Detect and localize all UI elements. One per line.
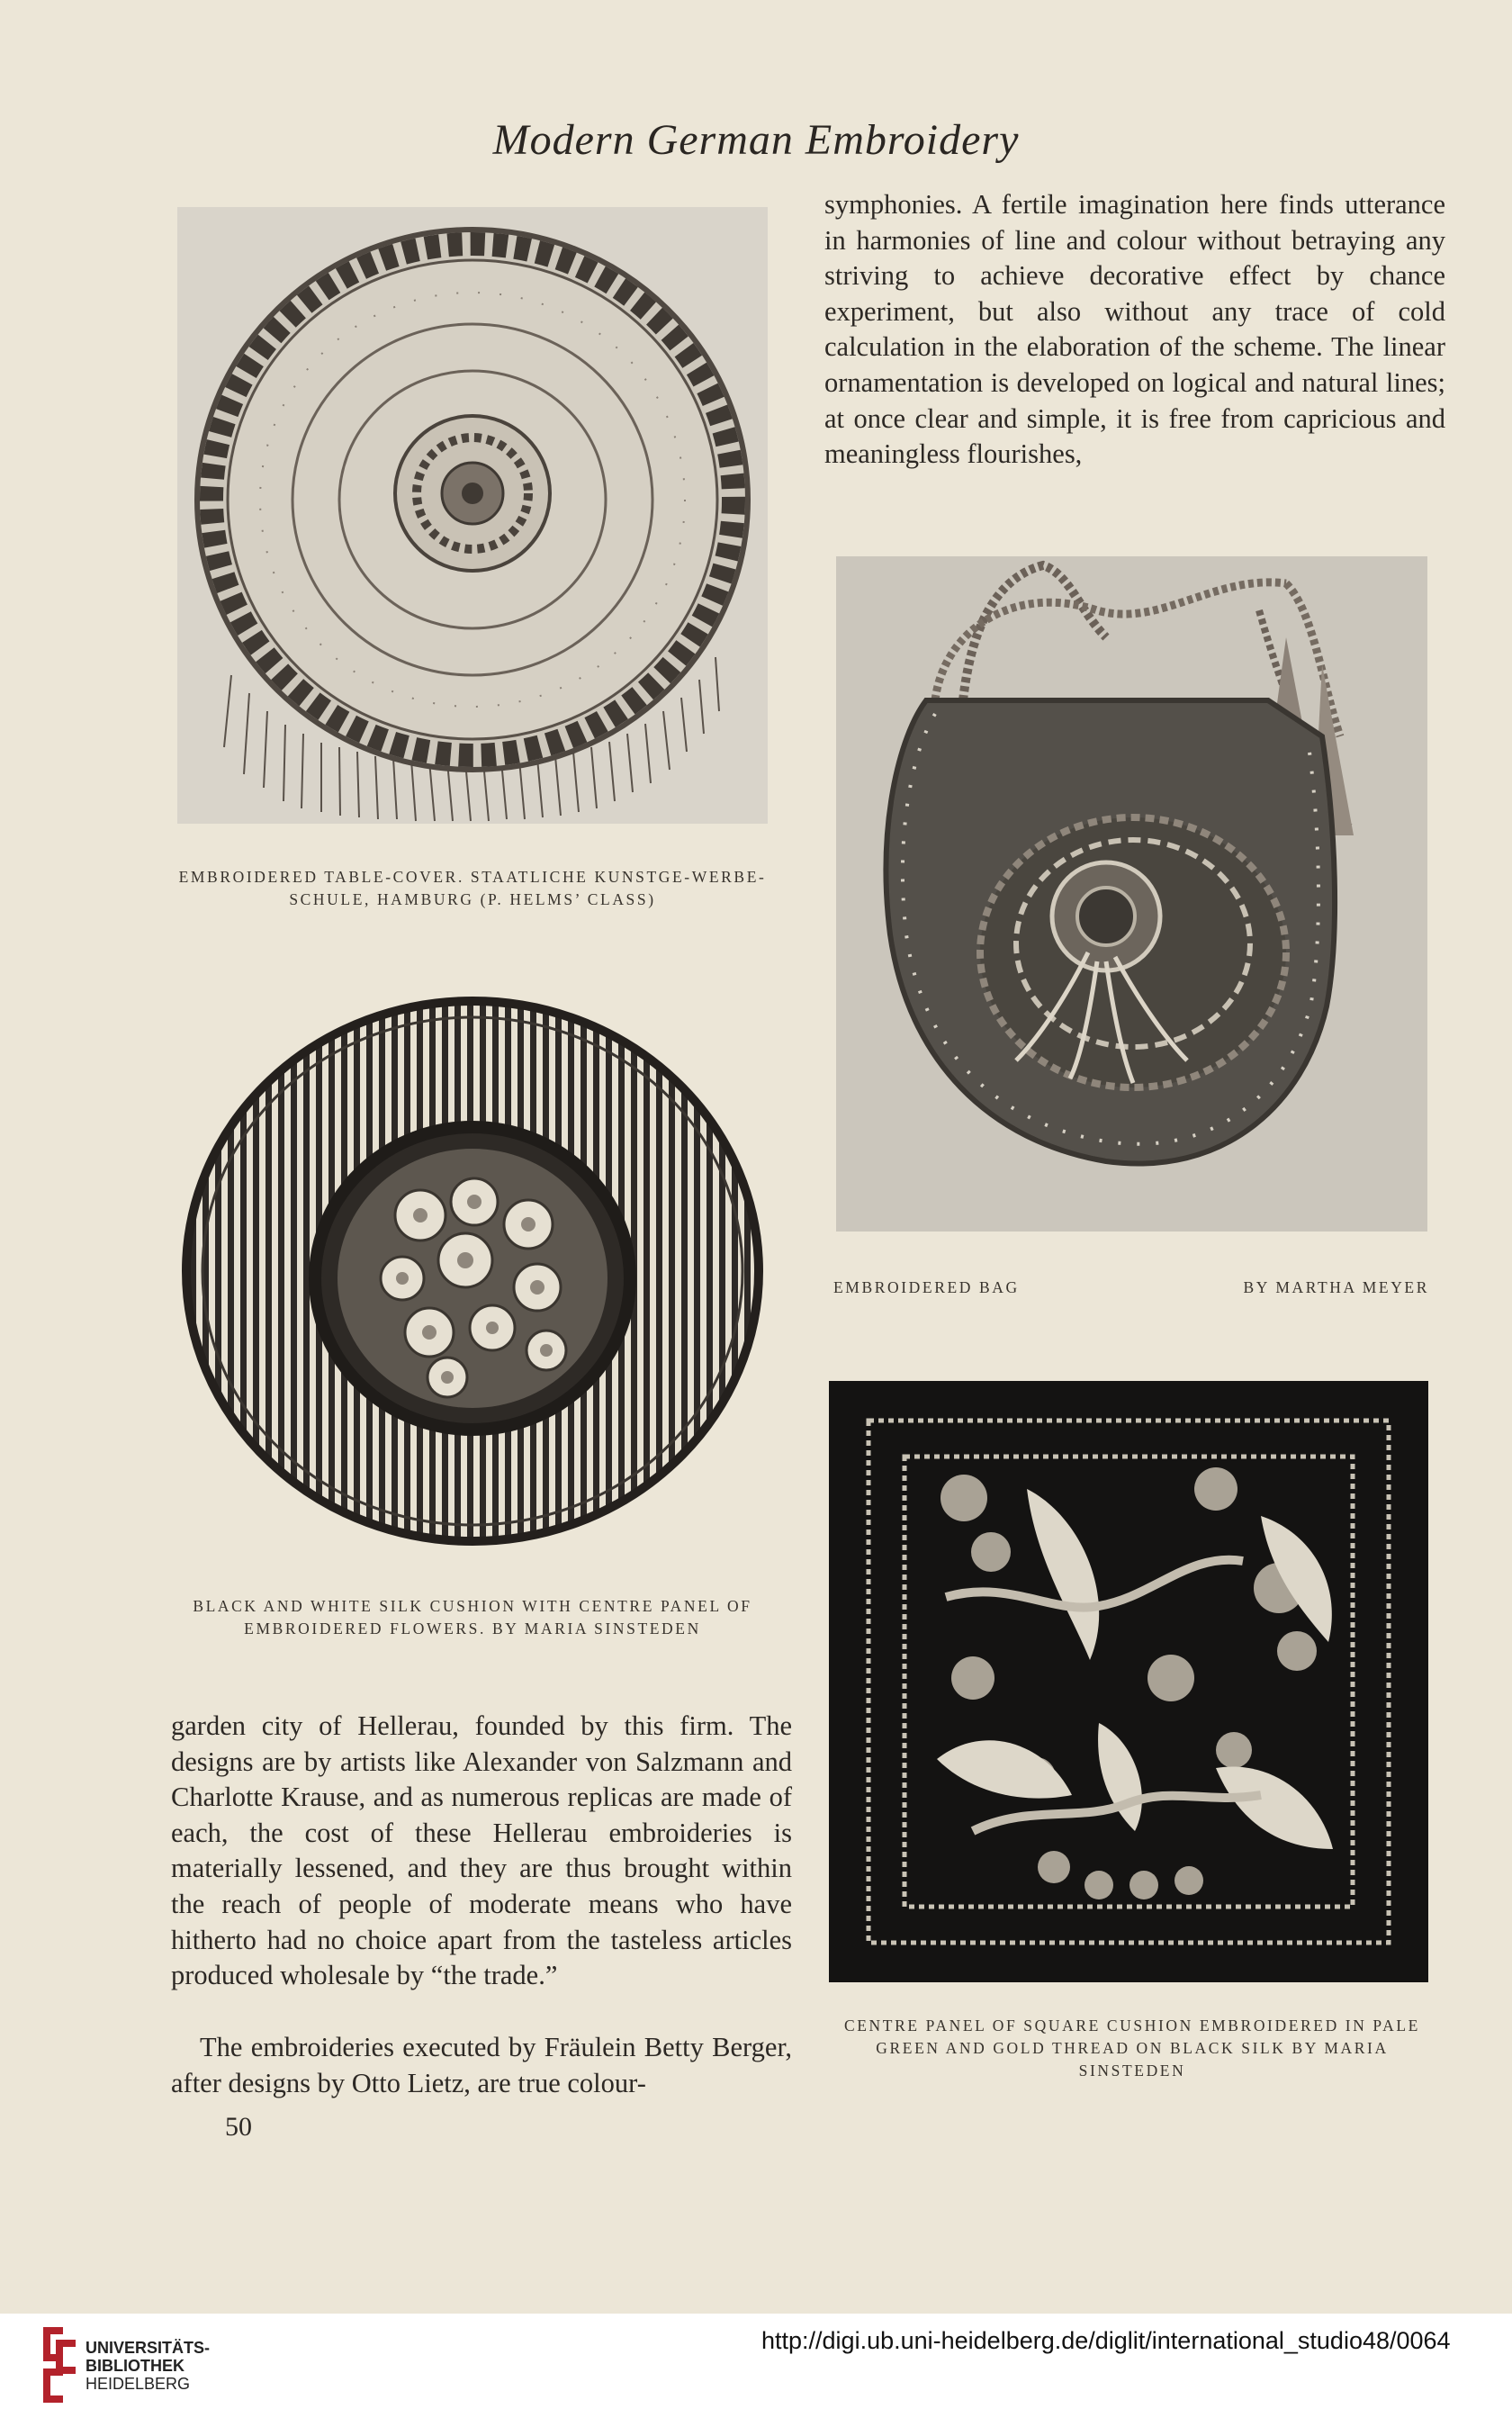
embroidered-bag-photo bbox=[836, 556, 1427, 1232]
left-column-paragraph-2: The embroideries executed by Fräulein Betty Berger, after designs by Otto Lietz, are true colour- bbox=[171, 2032, 792, 2098]
running-title: Modern German Embroidery bbox=[492, 116, 1020, 164]
bag-caption-title: EMBROIDERED BAG bbox=[833, 1278, 1020, 1296]
cushion-panel-photo bbox=[829, 1381, 1428, 1982]
library-logo-icon bbox=[36, 2318, 92, 2413]
table-cover-caption: EMBROIDERED TABLE-COVER. STAATLICHE KUNSTGE-WERBE-SCHULE, HAMBURG (P. HELMS’ CLASS) bbox=[178, 868, 767, 908]
library-name bbox=[86, 2339, 210, 2393]
page-number: 50 bbox=[225, 2112, 252, 2142]
library-name-line-1: UNIVERSITÄTS- bbox=[86, 2339, 211, 2357]
library-name-line-3: HEIDELBERG bbox=[86, 2375, 191, 2393]
right-column-paragraph: symphonies. A fertile imagination here finds utterance in harmonies of line and colour without betraying any striving to achieve decorative effect by chance experiment, but also without any trace of cold calculation in the elaboration of the scheme. The linear ornamentation is developed on logical and natural lines; at once clear and simple, it is free from capricious and meaningless flourishes, bbox=[824, 189, 1445, 470]
table-cover-photo bbox=[177, 207, 768, 824]
source-url-link[interactable]: http://digi.ub.uni-heidelberg.de/diglit/international_studio48/0064 bbox=[761, 2327, 1451, 2354]
cushion-caption: BLACK AND WHITE SILK CUSHION WITH CENTRE PANEL OF EMBROIDERED FLOWERS. BY MARIA SINSTEDEN bbox=[193, 1597, 752, 1638]
panel-caption: CENTRE PANEL OF SQUARE CUSHION EMBROIDERED IN PALE GREEN AND GOLD THREAD ON BLACK SILK BY MARIA SINSTEDEN bbox=[844, 2017, 1420, 2080]
library-name-line-2: BIBLIOTHEK bbox=[86, 2357, 184, 2375]
left-column-paragraph-1: garden city of Hellerau, founded by this firm. The designs are by artists like Alexander von Salzmann and Charlotte Krause, and as numerous replicas are made of each, the cost of these Hellerau embroideries is materially lessened, and they are thus brought within the reach of people of moderate means who have hitherto had no choice apart from the tasteless articles produced wholesale by “the trade.” bbox=[171, 1710, 792, 1991]
bag-caption-credit: BY MARTHA MEYER bbox=[1243, 1278, 1429, 1296]
silk-cushion-photo bbox=[177, 990, 768, 1553]
